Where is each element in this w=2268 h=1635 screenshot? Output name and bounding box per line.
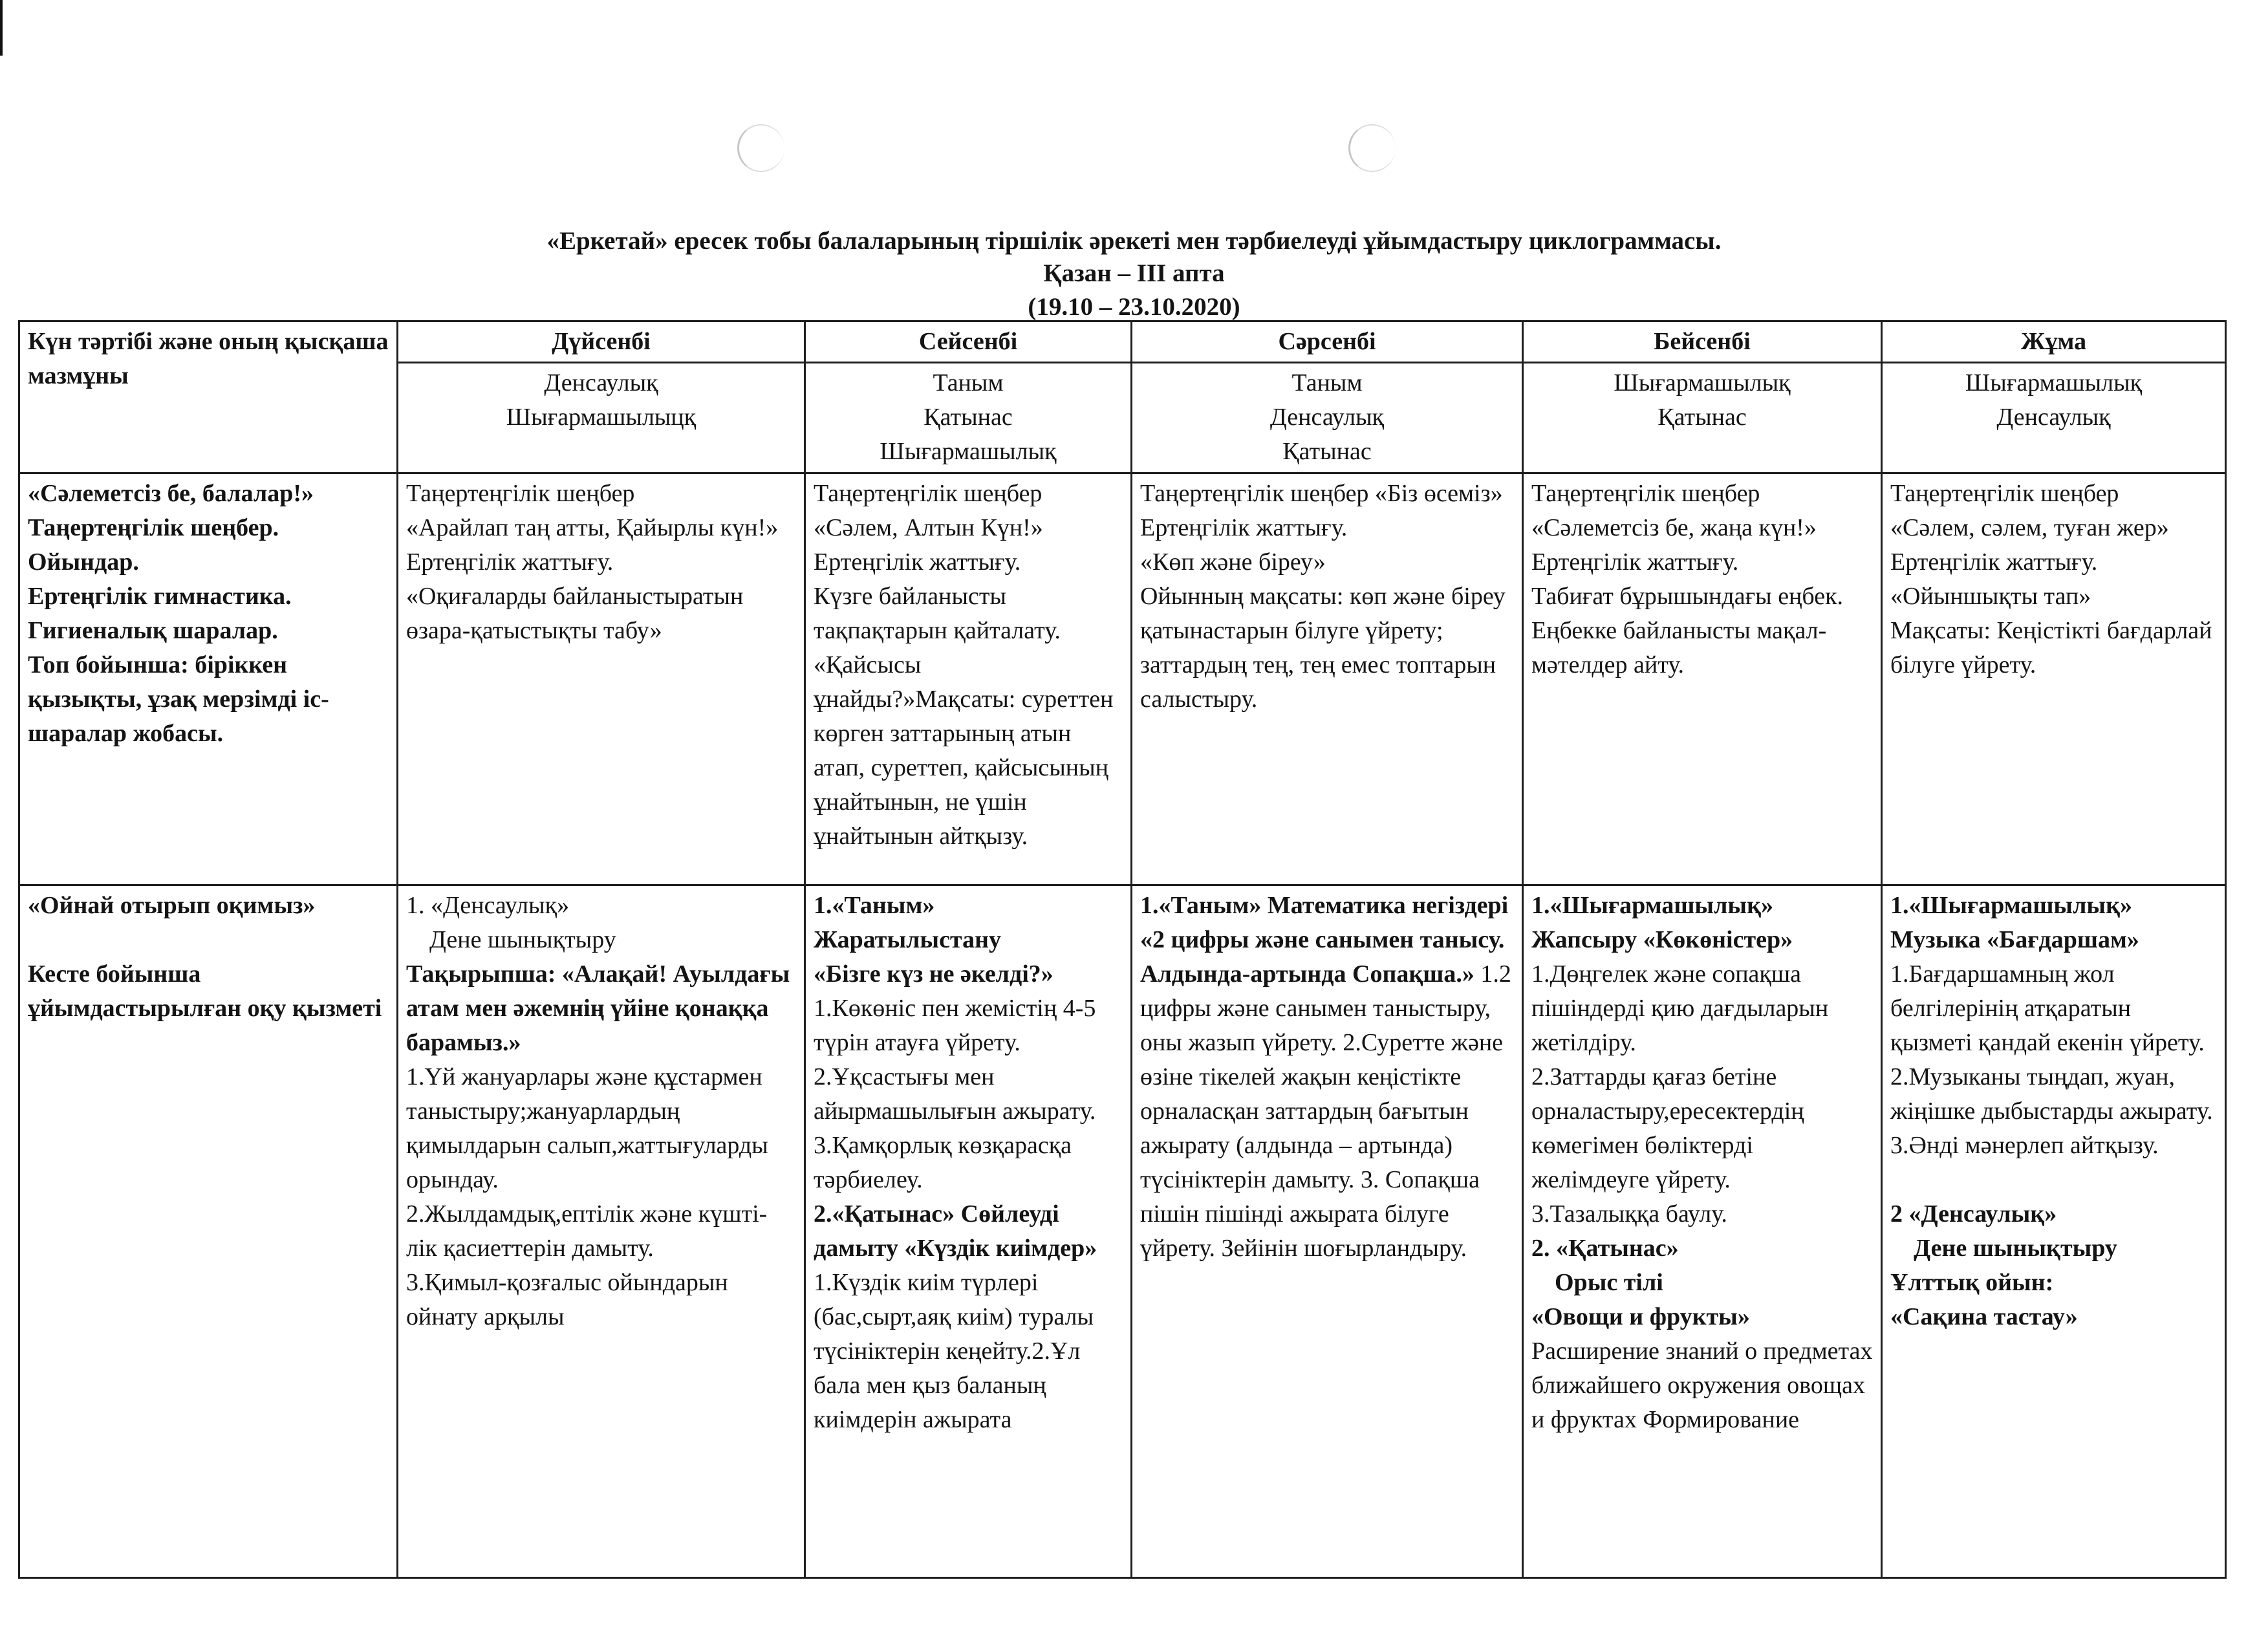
document-subtitle-dates: (19.10 – 23.10.2020) [1028,293,1240,321]
day-tuesday: Сейсенбі [805,321,1132,363]
area-label: Таным [933,369,1004,396]
day-monday: Дүйсенбі [398,321,805,363]
area-label: Шығармашылық [1965,369,2143,396]
scan-edge-mark [0,0,3,56]
row2-tuesday-cell: 1.«Таным» Жаратылыстану «Бізге күз не әкелді?» 1.Көкөніс пен жемістің 4-5 түрін атауға үйрету. 2.Ұқсастығы мен айырмашылығын ажырату. 3.Қамқорлық көзқарасқа тәрбиелеу. 2.«Қатынас» Сөйлеуді дамыту «Күздік киімдер» 1.Күздік киім түрлері (бас,сырт,аяқ киім) туралы түсініктерін кеңейту.2.Ұл бала мен қыз баланың киімдерін ажырата [805,885,1132,1578]
area-label: Қатынас [1658,404,1747,431]
day-wednesday: Сәрсенбі [1132,321,1523,363]
day-thursday: Бейсенбі [1523,321,1882,363]
row1-label-cell: «Сәлеметсіз бе, балалар!» Таңертеңгілік шеңбер. Ойындар. Ертеңгілік гимнастика. Гигиеналық шаралар. Топ бойынша: біріккен қызықты, ұзақ мерзімді іс-шаралар жобасы. [19,473,398,885]
row-organized-learning [19,885,2226,1578]
document-subtitle-week: Қазан – ІІІ апта [1043,259,1225,287]
areas-tuesday [805,363,1132,473]
header-left-cell: Күн тәртібі және оның қысқаша мазмұны [19,321,398,473]
row1-tuesday-cell: Таңертеңгілік шеңбер «Сәлем, Алтын Күн!» Ертеңгілік жаттығу. Күзге байланысты тақпақтарын қайталату. «Қайсысы ұнайды?»Мақсаты: суреттен көрген заттарының атын атап, суреттеп, қайсысының ұнайтынын, не үшін ұнайтынын айтқызу. [805,473,1132,885]
area-label: Қатынас [923,404,1013,431]
row2-thursday-cell: 1.«Шығармашылық» Жапсыру «Көкөністер» 1.Дөңгелек және сопақша пішіндерді қию дағдыларын жетілдіру. 2.Заттарды қағаз бетіне орналастыру,ересектердің көмегімен бөліктерді желімдеуге үйрету. 3.Тазалыққа баулу. 2. «Қатынас» Орыс тілі «Овощи и фрукты» Расширение знаний о предметах ближайшего окружения овощах и фруктах Формирование [1523,885,1882,1578]
row1-friday-cell: Таңертеңгілік шеңбер «Сәлем, сәлем, туған жер» Ертеңгілік жаттығу. «Ойыншықты тап» Мақсаты: Кеңістікті бағдарлай білуге үйрету. [1882,473,2226,885]
row2-label-cell: «Ойнай отырып оқимыз» Кесте бойынша ұйымдастырылған оқу қызметі [19,885,398,1578]
area-label: Шығармашылық [880,438,1057,465]
row1-wednesday-cell: Таңертеңгілік шеңбер «Біз өсеміз» Ертеңгілік жаттығу. «Көп және біреу» Ойынның мақсаты: көп және біреу қатынастарын білуге үйрету; заттардың тең, тең емес топтарын салыстыру. [1132,473,1523,885]
areas-monday [398,363,805,473]
document-title: «Еркетай» ересек тобы балаларының тіршілік әрекеті мен тәрбиелеуді ұйымдастыру циклограммасы. [546,227,1722,255]
header-row-days [19,321,2226,363]
row-morning-circle [19,473,2226,885]
area-label: Денсаулық [1996,404,2111,431]
area-label: Шығармашылыцқ [506,404,697,431]
row2-friday-cell: 1.«Шығармашылық» Музыка «Бағдаршам» 1.Бағдаршамның жол белгілерінің атқаратын қызметі қандай екенін үйрету. 2.Музыканы тыңдап, жуан, жіңішке дыбыстарды ажырату. 3.Әнді мәнерлеп айтқызу. 2 «Денсаулық» Дене шынықтыру Ұлттық ойын: «Сақина тастау» [1882,885,2226,1578]
area-label: Қатынас [1282,438,1372,465]
areas-friday [1882,363,2226,473]
area-label: Денсаулық [544,369,658,396]
areas-wednesday [1132,363,1523,473]
row2-wednesday-cell: 1.«Таным» Математика негіздері «2 цифры және санымен танысу. Алдында-артында Сопақша.» 1.2 цифры және санымен таныстыру, оны жазып үйрету. 2.Суретте және өзіне тікелей жақын кеңістікте орналасқан заттардың бағытын ажырату (алдында – артында) түсініктерін дамыту. 3. Сопақша пішін пішінді ажырата білуге үйрету. Зейінін шоғырландыру. [1132,885,1523,1578]
row1-thursday-cell: Таңертеңгілік шеңбер «Сәлеметсіз бе, жаңа күн!» Ертеңгілік жаттығу. Табиғат бұрышындағы еңбек. Еңбекке байланысты мақал-мәтелдер айту. [1523,473,1882,885]
area-label: Таным [1291,369,1363,396]
punch-hole-mark [1348,124,1396,172]
area-label: Шығармашылық [1614,369,1791,396]
areas-thursday [1523,363,1882,473]
day-friday: Жұма [1882,321,2226,363]
area-label: Денсаулық [1269,404,1385,431]
row1-monday-cell: Таңертеңгілік шеңбер «Арайлап таң атты, Қайырлы күн!» Ертеңгілік жаттығу. «Оқиғаларды байланыстыратын өзара-қатыстықты табу» [398,473,805,885]
schedule-table [18,320,2227,1579]
punch-hole-mark [737,124,784,172]
row2-monday-cell: 1. «Денсаулық» Дене шынықтыру Тақырыпша: «Алақай! Ауылдағы атам мен әжемнің үйіне қонаққа барамыз.» 1.Үй жануарлары және құстармен таныстыру;жануарлардың қимылдарын салып,жаттығуларды орындау. 2.Жылдамдық,ептілік және күшті-лік қасиеттерін дамыту. 3.Қимыл-қозғалыс ойындарын ойнату арқылы [398,885,805,1578]
